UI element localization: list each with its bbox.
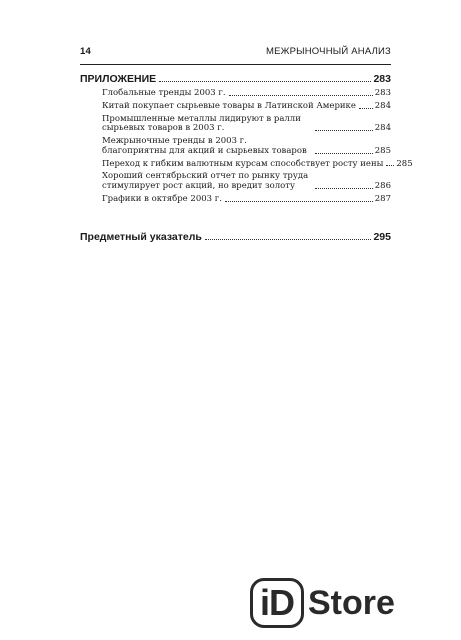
toc-item-page: 285 [396, 158, 413, 169]
toc-item-page: 286 [374, 181, 391, 192]
toc-section-page: 283 [373, 73, 391, 85]
toc-item-title: Графики в октябре 2003 г. [102, 193, 222, 204]
toc-item [80, 115, 391, 135]
toc-item-title: Китай покупает сырьевые товары в Латинской Америке [102, 100, 356, 111]
toc-item-page: 284 [374, 100, 391, 111]
toc-index-page: 295 [373, 230, 391, 243]
store-logo [250, 576, 420, 634]
toc-item [80, 195, 391, 205]
logo-store-text: Store [308, 584, 395, 622]
dot-leader [315, 130, 373, 131]
toc-item-page: 283 [374, 88, 391, 99]
toc-item-title: Промышленные металлы лидируют в ралли сырьевых товаров в 2003 г. [102, 113, 301, 134]
table-of-contents [80, 73, 413, 247]
toc-item [80, 158, 413, 170]
toc-item-title: Переход к гибким валютным курсам способствует росту иены [102, 158, 384, 169]
toc-index-title: Предметный указатель [80, 230, 202, 243]
header-rule [80, 64, 391, 65]
toc-item-page: 287 [374, 193, 391, 204]
toc-item [80, 137, 391, 157]
dot-leader [159, 81, 371, 82]
toc-item [80, 89, 391, 99]
toc-item-title: Межрыночные тренды в 2003 г. благоприятны для акций и сырьевых товаров [102, 136, 307, 156]
dot-leader [315, 153, 373, 154]
toc-section-index [80, 231, 391, 243]
dot-leader [205, 239, 372, 240]
page-number: 14 [80, 46, 91, 57]
running-title: МЕЖРЫНОЧНЫЙ АНАЛИЗ [265, 46, 391, 57]
toc-item-title: Глобальные тренды 2003 г. [102, 88, 226, 99]
dot-leader [315, 188, 373, 189]
toc-item [80, 172, 391, 192]
toc-item-page: 285 [374, 145, 391, 156]
logo-id-box: iD [250, 578, 304, 628]
dot-leader [359, 108, 373, 109]
dot-leader [386, 165, 394, 166]
dot-leader [225, 201, 373, 202]
toc-section-appendix [80, 73, 391, 85]
dot-leader [229, 95, 373, 96]
page-header [80, 46, 391, 62]
toc-section-title: ПРИЛОЖЕНИЕ [80, 73, 157, 85]
toc-item-title: Хороший сентябрьский отчет по рынку труда стимулирует рост акций, но вредит золоту [102, 171, 309, 192]
toc-item-page: 284 [374, 123, 391, 134]
toc-item [80, 102, 391, 112]
